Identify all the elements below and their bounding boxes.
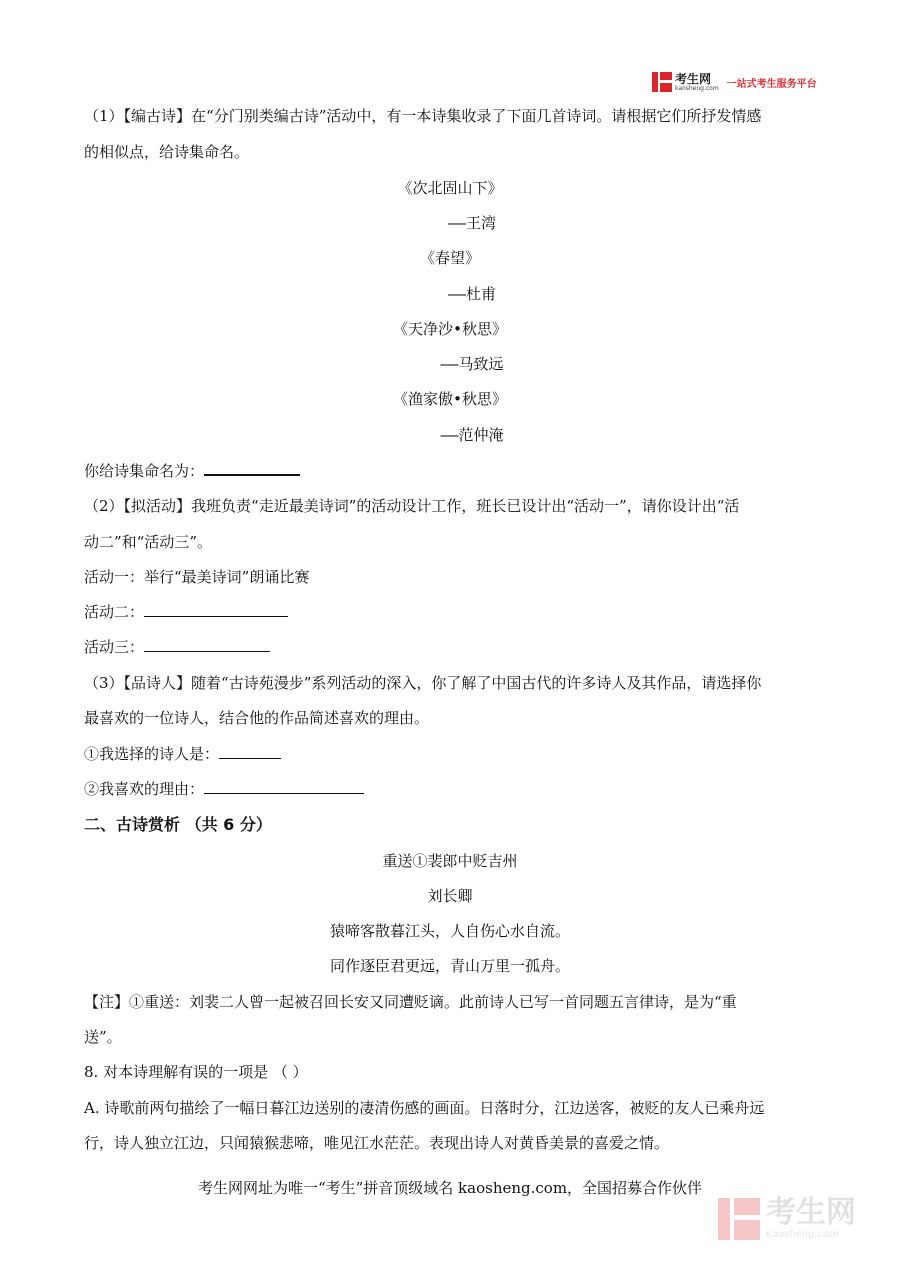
logo-domain: kaosheng.com — [675, 84, 719, 92]
reason-label: ②我喜欢的理由： — [84, 780, 205, 798]
answer-blank[interactable] — [204, 779, 364, 794]
q1-text-line1: （1）【编古诗】在“分门别类编古诗”活动中，有一本诗集收录了下面几首诗词。请根据它们所抒发情感 — [84, 107, 762, 125]
activity-three-line — [84, 637, 270, 657]
answer-blank[interactable] — [144, 602, 288, 617]
poem-author: ——杜甫 — [447, 285, 497, 303]
poem-author: ——马致远 — [440, 355, 504, 373]
option-a-line1: A. 诗歌前两句描绘了一幅日暮江边送别的凄清伤感的画面。日落时分，江边送客，被贬的友人已乘舟远 — [84, 1099, 765, 1117]
poem-author: ——范仲淹 — [440, 426, 504, 444]
header-logo — [652, 72, 817, 92]
reason-line — [84, 779, 364, 799]
poem-title: 《次北固山下》 — [397, 179, 503, 197]
kaosheng-logo-icon — [652, 72, 672, 92]
q3-text-line1: （3）【品诗人】随着“古诗苑漫步”系列活动的深入，你了解了中国古代的许多诗人及其作品，请选择你 — [84, 674, 762, 692]
answer-blank[interactable] — [204, 460, 300, 476]
poem-title: 《春望》 — [419, 249, 480, 267]
answer-blank[interactable] — [144, 637, 270, 652]
poet-choice-line — [84, 744, 281, 764]
poem-title: 重送①裴郎中贬吉州 — [382, 852, 518, 870]
poet-choice-label: ①我选择的诗人是： — [84, 745, 220, 763]
q1-answer-line — [84, 460, 300, 481]
option-a-line2: 行，诗人独立江边，只闻猿猴悲啼，唯见江水茫茫。表现出诗人对黄昏美景的喜爱之情。 — [84, 1134, 670, 1152]
q3-text-line2: 最喜欢的一位诗人，结合他的作品简述喜欢的理由。 — [84, 709, 430, 727]
logo-name: 考生网 — [675, 71, 712, 86]
watermark-name: 考生网 — [766, 1195, 856, 1230]
activity-two-line — [84, 602, 288, 622]
watermark-domain: kaosheng.com — [766, 1229, 839, 1240]
logo-slogan: 一站式考生服务平台 — [726, 78, 817, 90]
q1-answer-label: 你给诗集命名为： — [84, 462, 205, 480]
q2-text-line2: 动二”和“活动三”。 — [84, 533, 213, 551]
q2-text-line1: （2）【拟活动】我班负责“走近最美诗词”的活动设计工作，班长已设计出“活动一”，请你设计出“活 — [84, 497, 740, 515]
answer-blank[interactable] — [219, 744, 281, 759]
activity-one: 活动一：举行“最美诗词”朗诵比赛 — [84, 568, 310, 586]
footer-text: 考生网网址为唯一“考生”拼音顶级域名 kaosheng.com，全国招募合作伙伴 — [197, 1179, 703, 1197]
q1-text-line2: 的相似点，给诗集命名。 — [84, 143, 250, 161]
note-line1: 【注】①重送：刘裴二人曾一起被召回长安又同遭贬谪。此前诗人已写一首同题五言律诗，是为“重 — [84, 993, 737, 1011]
question-8: 8. 对本诗理解有误的一项是 （ ） — [84, 1063, 308, 1081]
poem-line: 同作逐臣君更远，青山万里一孤舟。 — [329, 957, 570, 975]
poem-title: 《天净沙•秋思》 — [392, 320, 508, 338]
poem-author: ——王湾 — [447, 214, 497, 232]
poem-title: 《渔家傲•秋思》 — [392, 390, 508, 408]
poem-line: 猿啼客散暮江头，人自伤心水自流。 — [329, 922, 570, 940]
activity-three-label: 活动三： — [84, 638, 145, 656]
note-line2: 送”。 — [84, 1028, 122, 1046]
poem-author: 刘长卿 — [427, 887, 473, 905]
section-heading: 二、古诗赏析 （共 6 分） — [84, 815, 272, 834]
activity-two-label: 活动二： — [84, 603, 145, 621]
kaosheng-watermark-icon — [718, 1198, 760, 1240]
watermark — [718, 1195, 856, 1240]
